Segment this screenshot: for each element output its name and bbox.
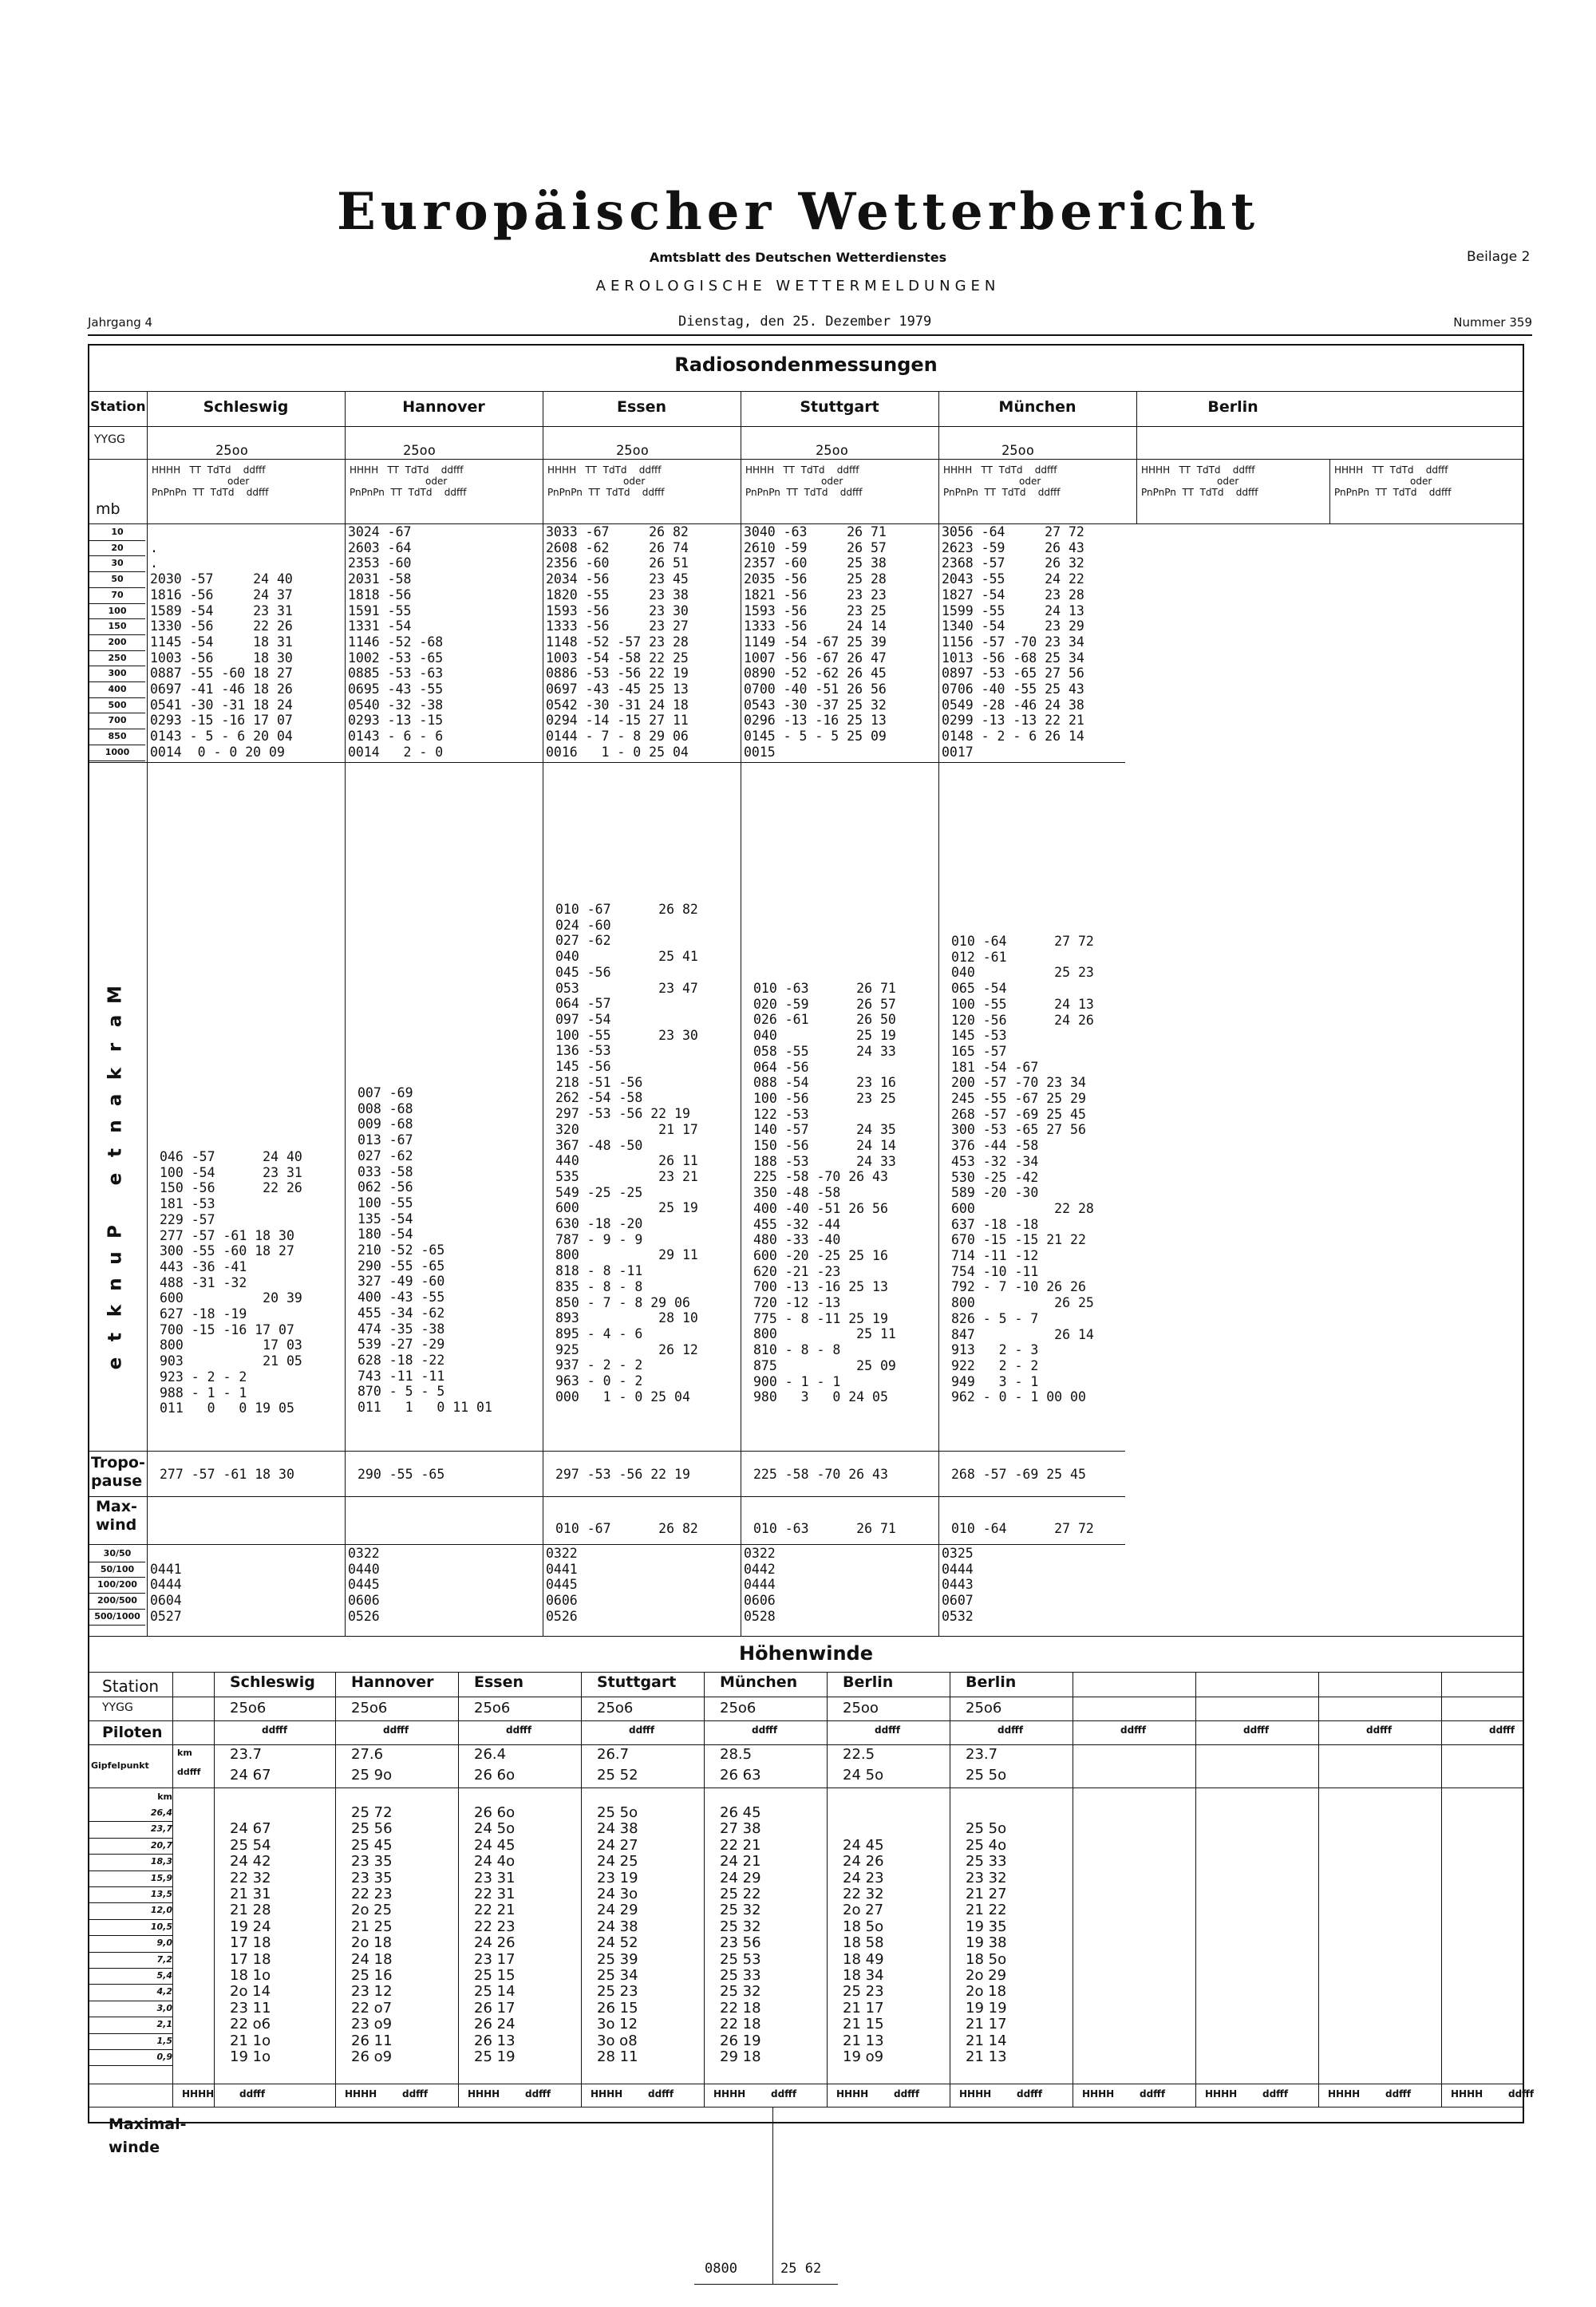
hw-col-rule (704, 1672, 705, 2107)
mark-letter: k (105, 1067, 126, 1080)
mb-label: mb (96, 500, 120, 518)
hw-col-rule (1441, 1672, 1442, 2107)
hw-col-rule (1195, 1672, 1196, 2107)
yygg-essen: 25oo (616, 443, 649, 459)
hw-gipfel-label: Gipfelpunkt (91, 1760, 149, 1771)
col-header-essen: HHHH TT TdTd ddfff oder PnPnPn TT TdTd ddfff (547, 464, 665, 498)
std-schleswig: . . 2030 -57 24 40 1816 -56 24 37 1589 -54 23 31 1330 -56 22 26 1145 -54 18 31 1003 -56 18 30 0887 -55 -60 18 27 0697 -41 -46 18 26 0541 -30 -31 18 24 0293 -15 -16 17 07 0143 - 5 - 6 20 04 0014 0 - 0 20 09 (150, 539, 293, 760)
issue-number: Nummer 359 (1453, 315, 1532, 330)
hw-max-sublabel: ddfff (1262, 2088, 1289, 2100)
hw-ddfff-label: ddfff (506, 1724, 532, 1736)
yygg-stuttgart: 25oo (816, 443, 848, 459)
station-muenchen: München (998, 398, 1077, 416)
hw-max-sublabel: HHHH (1082, 2088, 1115, 2100)
level-300: 300 (89, 666, 145, 682)
height-13-5: 13,5 (89, 1886, 172, 1903)
hw-ddfff-label: ddfff (262, 1724, 288, 1736)
level-850: 850 (89, 729, 145, 745)
hw-column: 24 67 25 54 24 42 22 32 21 31 21 28 19 24 17 18 17 18 18 1o 2o 14 23 11 22 o6 21 1o 19 1o (230, 1820, 271, 2066)
maxwind-muenchen: 010 -64 27 72 (951, 1521, 1094, 1536)
hw-column: 24 45 24 26 24 23 22 32 2o 27 18 5o 18 58 18 49 18 34 25 23 21 17 21 15 21 13 19 o9 (843, 1836, 884, 2066)
hw-gipfel-ddfff-val: 25 5o (966, 1767, 1007, 1784)
height-5-4: 5,4 (89, 1968, 172, 1985)
hw-column: 25 72 25 56 25 45 23 35 23 35 22 23 2o 25 21 25 2o 18 24 18 25 16 23 12 22 o7 23 o9 26 11 26 o9 (351, 1804, 393, 2066)
hw-ddfff-label: ddfff (875, 1724, 901, 1736)
mark-letter: k (105, 1304, 126, 1317)
mark-letter: e (105, 1357, 126, 1370)
tropo-essen: 297 -53 -56 22 19 (555, 1467, 690, 1482)
tropo-schleswig: 277 -57 -61 18 30 (160, 1467, 294, 1482)
station-schleswig: Schleswig (203, 398, 289, 416)
layers-schleswig: 0441 0444 0604 0527 (150, 1561, 182, 1624)
jahrgang: Jahrgang 4 (88, 315, 153, 330)
level-70: 70 (89, 587, 145, 604)
hw-column: 26 45 27 38 22 21 24 21 24 29 25 22 25 32 25 32 23 56 25 53 25 33 25 32 22 18 22 18 26 19 29 18 (720, 1804, 761, 2066)
level-30: 30 (89, 555, 145, 572)
height-26-4: 26,4 (89, 1805, 172, 1822)
hw-gipfel-km-val: 22.5 (843, 1746, 875, 1763)
issue-date: Dienstag, den 25. Dezember 1979 (678, 314, 932, 330)
hw-column: 25 5o 25 4o 25 33 23 32 21 27 21 22 19 35 19 38 18 5o 2o 29 2o 18 19 19 21 17 21 14 21 13 (966, 1820, 1007, 2066)
hw-station: Hannover (351, 1673, 434, 1691)
height-2-1: 2,1 (89, 2017, 172, 2033)
mark-label (100, 982, 132, 1377)
height-23-7: 23,7 (89, 1821, 172, 1838)
hw-yygg: 25o6 (351, 1700, 388, 1716)
hw-col-rule (172, 1672, 173, 2107)
meta-line (88, 314, 1532, 336)
layer-500-1000: 500/1000 (89, 1609, 145, 1626)
hw-max-sublabel: HHHH (1205, 2088, 1238, 2100)
hw-max-sublabel: ddfff (648, 2088, 674, 2100)
std-essen: 3033 -67 26 82 2608 -62 26 74 2356 -60 26 51 2034 -56 23 45 1820 -55 23 38 1593 -56 23 30 1333 -56 23 27 1148 -52 -57 23 28 1003 -54 -58 22 25 0886 -53 -56 22 19 0697 -43 -45 25 13 0542 -30 -31 24 18 0294 -14 -15 27 11 0144 - 7 - 8 29 06 0016 1 - 0 25 04 (546, 524, 689, 760)
height-9-0: 9,0 (89, 1935, 172, 1952)
level-500: 500 (89, 697, 145, 714)
mark-letter: t (105, 1148, 126, 1157)
level-400: 400 (89, 681, 145, 698)
hw-yygg: 25oo (843, 1700, 879, 1716)
hw-ddfff-label: ddfff (1366, 1724, 1393, 1736)
hw-yygg: 25o6 (597, 1700, 634, 1716)
hw-gipfel-ddfff-val: 24 5o (843, 1767, 884, 1784)
hw-station: Stuttgart (597, 1673, 677, 1691)
maximal-label: Maximal- winde (109, 2115, 187, 2156)
hw-ddfff-label: ddfff (629, 1724, 655, 1736)
height-0-9: 0,9 (89, 2049, 172, 2066)
col-header-berlin: HHHH TT TdTd ddfff oder PnPnPn TT TdTd ddfff (1141, 464, 1258, 498)
mark-letter: P (105, 1225, 126, 1238)
hw-km-header: km (157, 1791, 172, 1802)
hw-max-sublabel: HHHH (959, 2088, 992, 2100)
mark-schleswig: 046 -57 24 40 100 -54 23 31 150 -56 22 26 181 -53 229 -57 277 -57 -61 18 30 300 -55 -60 18 27 443 -36 -41 488 -31 -32 600 20 39 627 -18 -19 700 -15 -16 17 07 800 17 03 903 21 05 923 - 2 - 2 988 - 1 - 1 011 0 0 19 05 (160, 1149, 302, 1416)
tropo-label: Tropo- pause (91, 1454, 145, 1490)
mark-letter: a (105, 1014, 126, 1028)
layers-muenchen: 0325 0444 0443 0607 0532 (942, 1546, 974, 1624)
station-hannover: Hannover (402, 398, 485, 416)
hw-station: Berlin (966, 1673, 1017, 1691)
hw-gipfel-ddfff-val: 24 67 (230, 1767, 271, 1784)
hw-yygg-label: YYGG (102, 1701, 133, 1714)
mark-stuttgart: 010 -63 26 71 020 -59 26 57 026 -61 26 50 040 25 19 058 -55 24 33 064 -56 088 -54 23 16 100 -56 23 25 122 -53 140 -57 24 35 150 -56 24 14 188 -53 24 33 225 -58 -70 26 43 350 -48 -58 400 -40 -51 26 56 455 -32 -44 480 -33 -40 600 -20 -25 25 16 620 -21 -23 700 -13 -16 25 13 720 -12 -13 775 - 8 -11 25 19 800 25 11 810 - 8 - 8 875 25 09 900 - 1 - 1 980 3 0 24 05 (753, 981, 896, 1405)
hw-col-rule (1318, 1672, 1319, 2107)
hw-gipfel-ddfff: ddfff (177, 1767, 201, 1777)
hw-station-label: Station (102, 1677, 160, 1696)
tropo-stuttgart: 225 -58 -70 26 43 (753, 1467, 888, 1482)
page-subtitle: Amtsblatt des Deutschen Wetterdienstes (649, 250, 947, 265)
hw-max-sublabel: HHHH (1328, 2088, 1361, 2100)
hw-max-sublabel: ddfff (1140, 2088, 1166, 2100)
mark-letter: t (105, 1333, 126, 1341)
hw-max-sublabel: HHHH (182, 2088, 215, 2100)
level-10: 10 (89, 524, 145, 541)
hw-max-sublabel: ddfff (1017, 2088, 1043, 2100)
maxwind-essen: 010 -67 26 82 (555, 1521, 698, 1536)
station-berlin: Berlin (1207, 398, 1258, 416)
mark-hannover: 007 -69 008 -68 009 -68 013 -67 027 -62 033 -58 062 -56 100 -55 135 -54 180 -54 210 -52 -65 290 -55 -65 327 -49 -60 400 -43 -55 455 -34 -62 474 -35 -38 539 -27 -29 628 -18 -22 743 -11 -11 870 - 5 - 5 011 1 0 11 01 (358, 1085, 492, 1416)
level-20: 20 (89, 540, 145, 557)
hw-max-sublabel: ddfff (239, 2088, 266, 2100)
mark-letter: n (105, 1278, 126, 1291)
yygg-label: YYGG (94, 433, 125, 446)
mark-letter: a (105, 1093, 126, 1107)
hw-col-rule (214, 1672, 215, 2107)
hw-yygg: 25o6 (230, 1700, 267, 1716)
hw-gipfel-km-val: 26.7 (597, 1746, 630, 1763)
hw-col-rule (458, 1672, 459, 2107)
col-header-stuttgart: HHHH TT TdTd ddfff oder PnPnPn TT TdTd ddfff (745, 464, 863, 498)
hw-gipfel-km: km (177, 1748, 192, 1758)
mark-letter: e (105, 1172, 126, 1186)
height-12-0: 12,0 (89, 1902, 172, 1919)
maxwind-label: Max- wind (96, 1498, 137, 1534)
tropo-muenchen: 268 -57 -69 25 45 (951, 1467, 1086, 1482)
mark-essen: 010 -67 26 82 024 -60 027 -62 040 25 41 045 -56 053 23 47 064 -57 097 -54 100 -55 23 30 136 -53 145 -56 218 -51 -56 262 -54 -58 297 -53 -56 22 19 320 21 17 367 -48 -50 440 26 11 535 23 21 549 -25 -25 600 25 19 630 -18 -20 787 - 9 - 9 800 29 11 818 - 8 -11 835 - 8 - 8 850 - 7 - 8 29 06 893 28 10 895 - 4 - 6 925 26 12 937 - 2 - 2 963 - 0 - 2 000 1 - 0 25 04 (555, 902, 698, 1404)
hw-ddfff-label: ddfff (1120, 1724, 1147, 1736)
hw-max-sublabel: HHHH (836, 2088, 869, 2100)
yygg-muenchen: 25oo (1001, 443, 1034, 459)
hw-ddfff-label: ddfff (383, 1724, 409, 1736)
station-label: Station (90, 399, 146, 415)
hw-ddfff-label: ddfff (752, 1724, 778, 1736)
level-100: 100 (89, 603, 145, 620)
page-title: Europäischer Wetterbericht (337, 182, 1259, 242)
layers-stuttgart: 0322 0442 0444 0606 0528 (744, 1546, 776, 1624)
station-stuttgart: Stuttgart (800, 398, 879, 416)
mark-muenchen: 010 -64 27 72 012 -61 040 25 23 065 -54 100 -55 24 13 120 -56 24 26 145 -53 165 -57 181 -54 -67 200 -57 -70 23 34 245 -55 -67 25 29 268 -57 -69 25 45 300 -53 -65 27 56 376 -44 -58 453 -32 -34 530 -25 -42 589 -20 -30 600 22 28 637 -18 -18 670 -15 -15 21 22 714 -11 -12 754 -10 -11 792 - 7 -10 26 26 800 26 25 826 - 5 - 7 847 26 14 913 2 - 3 922 2 - 2 949 3 - 1 962 - 0 - 1 00 00 (951, 934, 1094, 1405)
std-stuttgart: 3040 -63 26 71 2610 -59 26 57 2357 -60 25 38 2035 -56 25 28 1821 -56 23 23 1593 -56 23 25 1333 -56 24 14 1149 -54 -67 25 39 1007 -56 -67 26 47 0890 -52 -62 26 45 0700 -40 -51 26 56 0543 -30 -37 25 32 0296 -13 -16 25 13 0145 - 5 - 5 25 09 0015 (744, 524, 887, 760)
height-7-2: 7,2 (89, 1952, 172, 1969)
hw-ddfff-label: ddfff (998, 1724, 1024, 1736)
hw-max-sublabel: HHHH (713, 2088, 746, 2100)
hw-gipfel-km-val: 23.7 (966, 1746, 998, 1763)
hoehen-title: Höhenwinde (739, 1642, 873, 1665)
hw-max-sublabel: ddfff (525, 2088, 551, 2100)
hw-station: Essen (474, 1673, 524, 1691)
height-18-3: 18,3 (89, 1854, 172, 1870)
hw-gipfel-km-val: 27.6 (351, 1746, 384, 1763)
hw-gipfel-ddfff-val: 25 52 (597, 1767, 638, 1784)
hw-gipfel-km-val: 23.7 (230, 1746, 263, 1763)
layer-30-50: 30/50 (89, 1546, 145, 1562)
hw-gipfel-km-val: 28.5 (720, 1746, 753, 1763)
hw-max-sublabel: ddfff (1385, 2088, 1412, 2100)
level-150: 150 (89, 618, 145, 635)
hw-max-sublabel: HHHH (468, 2088, 500, 2100)
hw-gipfel-ddfff-val: 25 9o (351, 1767, 393, 1784)
hw-col-rule (827, 1672, 828, 2107)
hw-piloten-label: Piloten (102, 1724, 163, 1741)
col-header-schleswig: HHHH TT TdTd ddfff oder PnPnPn TT TdTd ddfff (152, 464, 269, 498)
hw-max-sublabel: ddfff (771, 2088, 797, 2100)
beilage-label: Beilage 2 (1467, 249, 1531, 265)
col-header-muenchen: HHHH TT TdTd ddfff oder PnPnPn TT TdTd ddfff (943, 464, 1061, 498)
mark-letter: r (105, 1042, 126, 1053)
layer-50-100: 50/100 (89, 1562, 145, 1578)
level-250: 250 (89, 650, 145, 667)
hw-max-sublabel: HHHH (1451, 2088, 1483, 2100)
std-muenchen: 3056 -64 27 72 2623 -59 26 43 2368 -57 26 32 2043 -55 24 22 1827 -54 23 28 1599 -55 24 13 1340 -54 23 29 1156 -57 -70 23 34 1013 -56 -68 25 34 0897 -53 -65 27 56 0706 -40 -55 25 43 0549 -28 -46 24 38 0299 -13 -13 22 21 0148 - 2 - 6 26 14 0017 (942, 524, 1084, 760)
layer-200-500: 200/500 (89, 1593, 145, 1610)
hw-yygg: 25o6 (720, 1700, 757, 1716)
level-200: 200 (89, 634, 145, 651)
mark-letter: n (105, 1120, 126, 1133)
hw-station: München (720, 1673, 798, 1691)
height-1-5: 1,5 (89, 2033, 172, 2050)
level-700: 700 (89, 713, 145, 729)
hw-col-rule (335, 1672, 336, 2107)
hw-ddfff-label: ddfff (1243, 1724, 1270, 1736)
hw-yygg: 25o6 (966, 1700, 1002, 1716)
hw-max-sublabel: ddfff (1508, 2088, 1535, 2100)
mark-letter: M (105, 986, 126, 1004)
height-15-9: 15,9 (89, 1870, 172, 1887)
yygg-hannover: 25oo (403, 443, 436, 459)
hw-yygg: 25o6 (474, 1700, 511, 1716)
hw-station: Schleswig (230, 1673, 315, 1691)
tropo-hannover: 290 -55 -65 (358, 1467, 445, 1482)
maxwind-stuttgart: 010 -63 26 71 (753, 1521, 896, 1536)
radio-title: Radiosondenmessungen (674, 354, 938, 376)
layers-essen: 0322 0441 0445 0606 0526 (546, 1546, 578, 1624)
hw-col-rule (581, 1672, 582, 2107)
section-heading: AEROLOGISCHE WETTERMELDUNGEN (595, 278, 1001, 294)
hw-gipfel-km-val: 26.4 (474, 1746, 507, 1763)
height-20-7: 20,7 (89, 1838, 172, 1855)
level-50: 50 (89, 571, 145, 588)
hw-max-sublabel: HHHH (591, 2088, 623, 2100)
hw-max-sublabel: HHHH (345, 2088, 377, 2100)
layer-100-200: 100/200 (89, 1577, 145, 1594)
col-header-hannover: HHHH TT TdTd ddfff oder PnPnPn TT TdTd ddfff (350, 464, 467, 498)
hw-column: 26 6o 24 5o 24 45 24 4o 23 31 22 31 22 21 22 23 24 26 23 17 25 15 25 14 26 17 26 24 26 13 25 19 (474, 1804, 516, 2066)
height-10-5: 10,5 (89, 1919, 172, 1936)
maximal-ddfff: 25 62 (780, 2261, 822, 2277)
hw-max-sublabel: ddfff (402, 2088, 429, 2100)
hw-gipfel-ddfff-val: 26 63 (720, 1767, 761, 1784)
hw-station: Berlin (843, 1673, 894, 1691)
level-1000: 1000 (89, 745, 145, 761)
height-3-0: 3,0 (89, 2001, 172, 2017)
yygg-schleswig: 25oo (215, 443, 248, 459)
maximal-hhhh: 0800 (705, 2261, 737, 2277)
hw-gipfel-ddfff-val: 26 6o (474, 1767, 516, 1784)
hw-ddfff-label: ddfff (1489, 1724, 1515, 1736)
mark-letter: u (105, 1251, 126, 1265)
hw-max-sublabel: ddfff (894, 2088, 920, 2100)
std-hannover: 3024 -67 2603 -64 2353 -60 2031 -58 1818 -56 1591 -55 1331 -54 1146 -52 -68 1002 -53 -65 0885 -53 -63 0695 -43 -55 0540 -32 -38 0293 -13 -15 0143 - 6 - 6 0014 2 - 0 (348, 524, 444, 760)
station-essen: Essen (616, 398, 666, 416)
height-4-2: 4,2 (89, 1984, 172, 2001)
hw-column: 25 5o 24 38 24 27 24 25 23 19 24 3o 24 29 24 38 24 52 25 39 25 34 25 23 26 15 3o 12 3o o8 28 11 (597, 1804, 638, 2066)
col-header-extra: HHHH TT TdTd ddfff oder PnPnPn TT TdTd ddfff (1334, 464, 1452, 498)
layers-hannover: 0322 0440 0445 0606 0526 (348, 1546, 380, 1624)
